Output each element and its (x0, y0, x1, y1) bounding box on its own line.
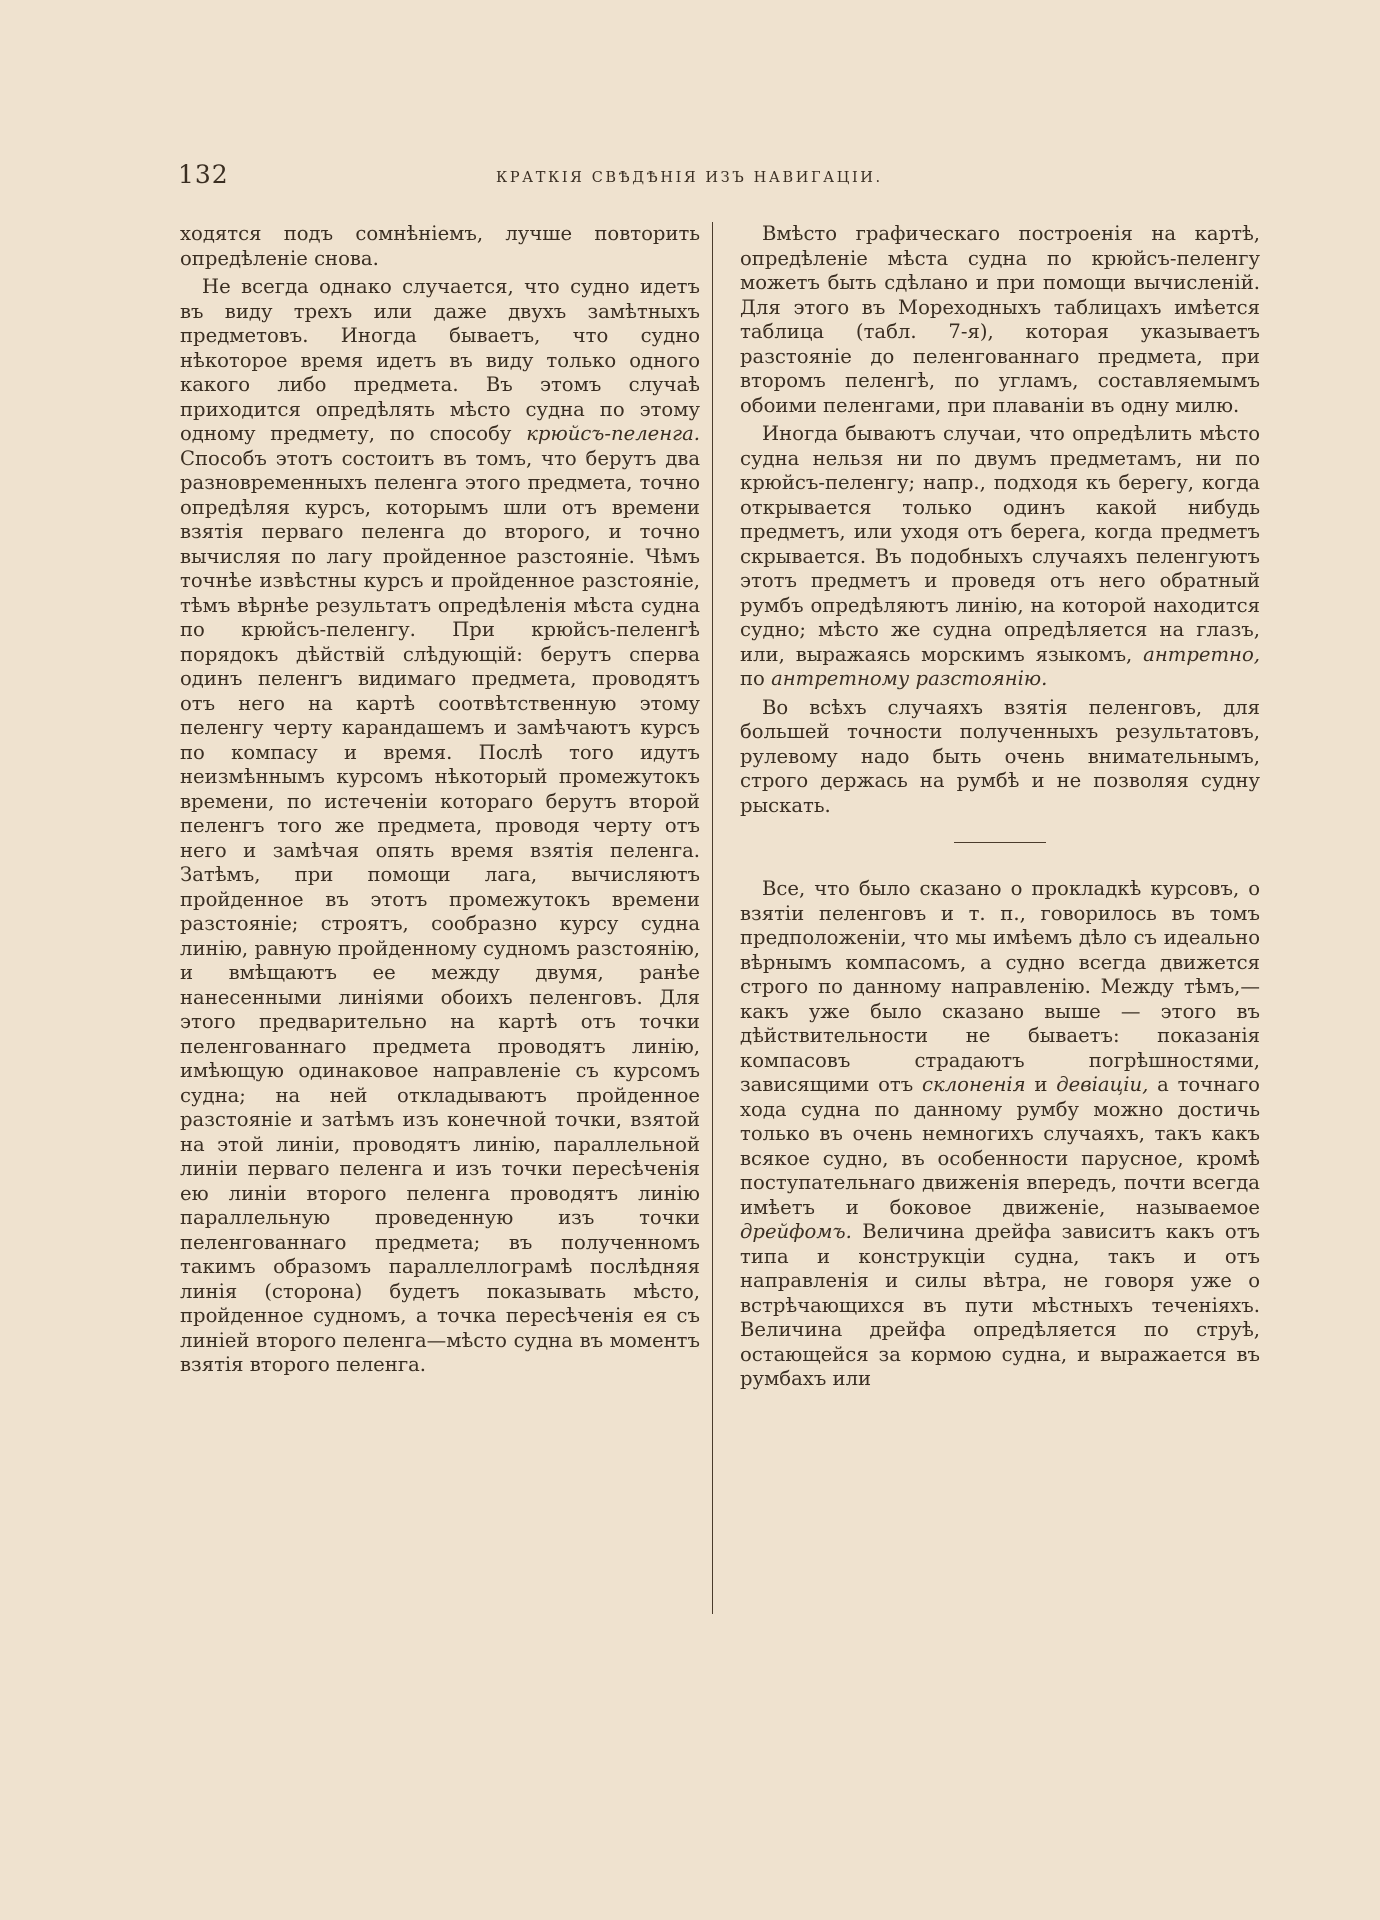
paragraph (740, 877, 1260, 1392)
italic-term: дрейфомъ. (740, 1220, 852, 1243)
paragraph-text: и (1025, 1073, 1057, 1096)
italic-term: крюйсъ-пеленга. (526, 422, 700, 445)
paragraph (740, 422, 1260, 692)
page-header (178, 160, 1223, 200)
paragraph-text: по (740, 667, 772, 690)
paragraph-text: Способъ этотъ состоитъ въ томъ, что берутъ два разновременныхъ пеленга этого предмета, точно опредѣляя курсъ, которымъ шли отъ времени взятія перваго пеленга до второго, и точно вычисляя по лагу пройденное разстояніе. Чѣмъ точнѣе извѣстны курсъ и пройденное разстояніе, тѣмъ вѣрнѣе результатъ опредѣленія мѣста судна по крюйсъ-пеленгу. При крюйсъ-пеленгѣ порядокъ дѣйствій слѣдующій: берутъ сперва одинъ пеленгъ видимаго предмета, проводятъ отъ него на картѣ соотвѣтственную этому пеленгу черту карандашемъ и замѣчаютъ курсъ по компасу и время. Послѣ того идутъ неизмѣннымъ курсомъ нѣкоторый промежутокъ времени, по истеченіи котораго берутъ второй пеленгъ того же предмета, проводя черту отъ него и замѣчая опять время взятія пеленга. Затѣмъ, при помощи лага, вычисляютъ пройденное въ этотъ промежутокъ времени разстояніе; строятъ, сообразно курсу судна линію, равную пройденному судномъ разстоянію, и вмѣщаютъ ее между двумя, ранѣе нанесенными линіями обоихъ пеленговъ. Для этого предварительно на картѣ отъ точки пеленгованнаго предмета проводятъ линію, имѣющую одинаковое направленіе съ курсомъ судна; на ней откладываютъ пройденное разстояніе и затѣмъ изъ конечной точки, взятой на этой линіи, проводятъ линію, параллельной линіи перваго пеленга и изъ точки пересѣченія ею линіи второго пеленга проводятъ линію параллельную проведенную изъ точки пеленгованнаго предмета; въ полученномъ такимъ образомъ параллеллограмѣ послѣдняя линія (сторона) будетъ показывать мѣсто, пройденное судномъ, а точка пересѣченія ея съ линіей второго пеленга—мѣсто судна въ моментъ взятія второго пеленга. (180, 446, 700, 1376)
italic-term: антретно, (1143, 642, 1260, 666)
paragraph: Вмѣсто графическаго построенія на картѣ, опредѣленіе мѣста судна по крюйсъ-пеленгу можетъ быть сдѣлано и при помощи вычисленій. Для этого въ Мореходныхъ таблицахъ имѣется таблица (табл. 7-я), которая указываетъ разстояніе до пеленгованнаго предмета, при второмъ пеленгѣ, по угламъ, составляемымъ обоими пеленгами, при плаваніи въ одну милю. (740, 222, 1260, 417)
paragraph (180, 275, 700, 1378)
section-rule (954, 842, 1046, 843)
paragraph-text: Величина дрейфа зависитъ какъ отъ типа и конструкціи судна, такъ и отъ направленія и силы вѣтра, не говоря уже о встрѣчающихся въ пути мѣстныхъ теченіяхъ. Величина дрейфа опредѣляется по струѣ, остающейся за кормою судна, и выражается въ румбахъ или (740, 1220, 1260, 1390)
paragraph-text: а точнаго хода судна по данному румбу можно достичь только въ очень немногихъ случаяхъ, такъ какъ всякое судно, въ особенности парусное, кромѣ поступательнаго движенія впередъ, почти всегда имѣетъ и боковое движеніе, называемое (740, 1073, 1260, 1219)
italic-term: девіаціи, (1056, 1073, 1149, 1096)
page-number: 132 (178, 160, 229, 189)
paragraph-text: Все, что было сказано о прокладкѣ курсовъ, о взятіи пеленговъ и т. п., говорилось въ томъ предположеніи, что мы имѣемъ дѣло съ идеально вѣрнымъ компасомъ, а судно всегда движется строго по данному направленію. Между тѣмъ,—какъ уже было сказано выше — этого въ дѣйствительности не бываетъ: показанія компасовъ страдаютъ погрѣшностями, зависящими отъ (740, 877, 1260, 1096)
column-divider (712, 222, 713, 1614)
paragraph: Во всѣхъ случаяхъ взятія пеленговъ, для большей точности полученныхъ результатовъ, рулевому надо быть очень внимательнымъ, строго держась на румбѣ и не позволяя судну рыскать. (740, 695, 1260, 817)
paragraph-text: Иногда бываютъ случаи, что опредѣлить мѣсто судна нельзя ни по двумъ предметамъ, ни по крюйсъ-пеленгу; напр., подходя къ берегу, когда открывается только одинъ какой нибудь предметъ, или уходя отъ берега, когда предметъ скрывается. Въ подобныхъ случаяхъ пеленгуютъ этотъ предметъ и проведя отъ него обратный румбъ опредѣляютъ линію, на которой находится судно; мѣсто же судна опредѣляется на глазъ, или, выражаясь морскимъ языкомъ, (740, 422, 1260, 666)
right-column (740, 222, 1260, 1392)
paragraph-text: Не всегда однако случается, что судно идетъ въ виду трехъ или даже двухъ замѣтныхъ предметовъ. Иногда бываетъ, что судно нѣкоторое время идетъ въ виду только одного какого либо предмета. Въ этомъ случаѣ приходится опредѣлять мѣсто судна по этому одному предмету, по способу (180, 275, 700, 445)
paragraph: ходятся подъ сомнѣніемъ, лучше повторить опредѣленіе снова. (180, 222, 700, 270)
left-column (180, 222, 700, 1378)
running-title: КРАТКІЯ СВѢДѢНІЯ ИЗЪ НАВИГАЦІИ. (496, 170, 883, 186)
italic-term: склоненія (922, 1073, 1026, 1096)
italic-term: антретному разстоянію. (771, 667, 1048, 690)
